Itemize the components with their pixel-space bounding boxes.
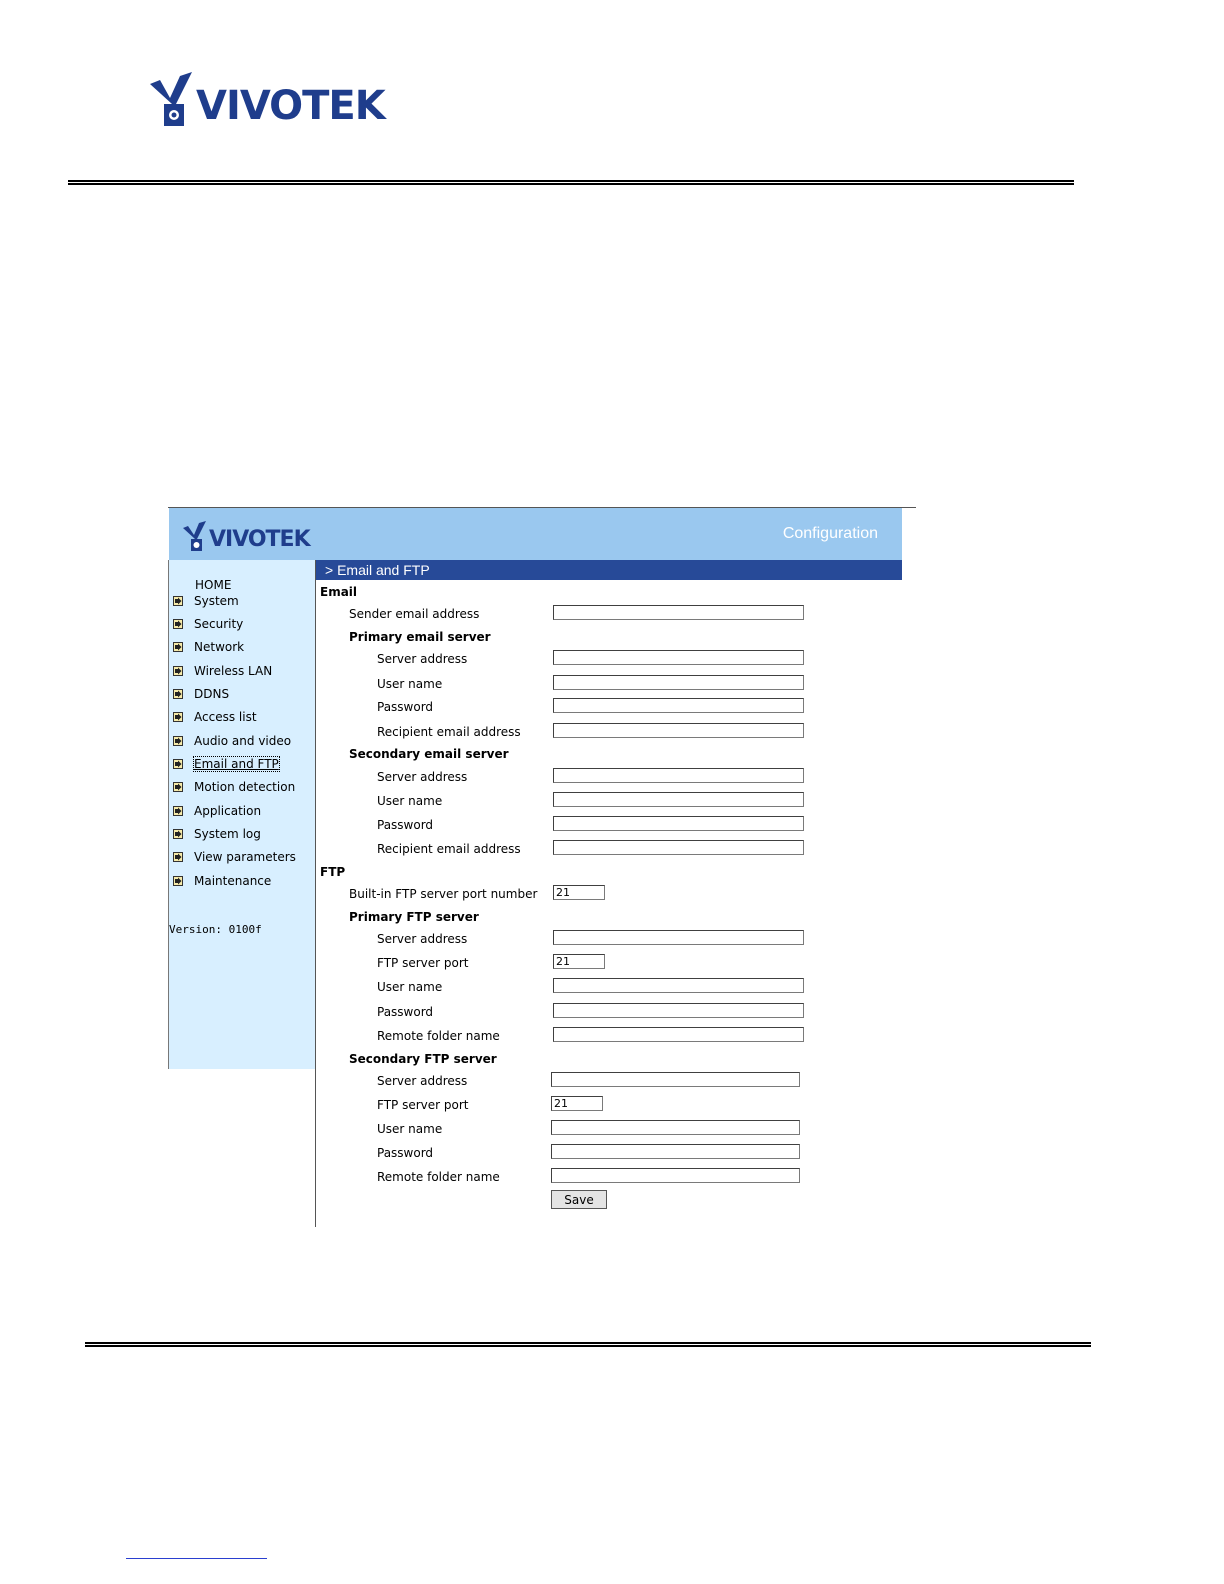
secondary-ftp-user-name-label: User name — [377, 1122, 443, 1136]
primary-email-user-name-label: User name — [377, 677, 443, 691]
page-title: > Email and FTP — [325, 562, 430, 578]
secondary-ftp-port-input[interactable] — [551, 1096, 603, 1111]
sidebar-item-system[interactable] — [173, 591, 239, 611]
app-header-title: Configuration — [782, 525, 878, 542]
sidebar-item-home[interactable]: HOME — [195, 578, 232, 592]
secondary-ftp-port-label: FTP server port — [377, 1098, 469, 1112]
sender-email-label: Sender email address — [349, 607, 480, 621]
sidebar-item-access-list[interactable] — [173, 707, 257, 727]
secondary-email-recipient-input[interactable] — [553, 840, 804, 855]
primary-ftp-server-address-label: Server address — [377, 932, 468, 946]
sidebar-item-label: System log — [194, 827, 261, 841]
sidebar-item-label: View parameters — [194, 850, 296, 864]
app-logo-text: VIVOTEK — [209, 527, 310, 552]
primary-email-server-address-label: Server address — [377, 652, 468, 666]
secondary-ftp-user-name-input[interactable] — [551, 1120, 800, 1135]
sidebar-item-label: Audio and video — [194, 734, 292, 748]
sidebar-item-email-and-ftp[interactable] — [173, 754, 279, 774]
secondary-email-server-address-label: Server address — [377, 770, 468, 784]
builtin-ftp-port-label: Built-in FTP server port number — [349, 887, 538, 901]
config-screenshot — [168, 507, 916, 1227]
builtin-ftp-port-input[interactable] — [553, 885, 605, 900]
secondary-email-password-label: Password — [377, 818, 434, 832]
primary-email-password-input[interactable] — [553, 698, 804, 713]
sidebar-item-maintenance[interactable] — [173, 871, 271, 891]
sidebar-item-label: System — [194, 594, 239, 608]
arrow-right-icon — [173, 689, 183, 699]
arrow-right-icon — [173, 666, 183, 676]
arrow-right-icon — [173, 782, 183, 792]
sidebar-item-application[interactable] — [173, 801, 261, 821]
sidebar-item-view-parameters[interactable] — [173, 847, 296, 867]
sidebar-item-system-log[interactable] — [173, 824, 261, 844]
sidebar-item-label: Application — [194, 804, 262, 818]
app-banner — [169, 508, 902, 560]
arrow-right-icon — [173, 852, 183, 862]
sidebar-item-security[interactable] — [173, 614, 243, 634]
footer-link-underline[interactable] — [126, 1558, 267, 1559]
sidebar-item-label: Wireless LAN — [194, 664, 273, 678]
sidebar-item-label: DDNS — [194, 687, 230, 701]
primary-email-recipient-label: Recipient email address — [377, 725, 521, 739]
sidebar-item-ddns[interactable] — [173, 684, 229, 704]
secondary-email-password-input[interactable] — [553, 816, 804, 831]
arrow-right-icon — [173, 642, 183, 652]
sidebar-item-label: Email and FTP — [194, 757, 279, 771]
arrow-right-icon — [173, 712, 183, 722]
sidebar-divider — [315, 560, 316, 1227]
sidebar-item-audio-and-video[interactable] — [173, 731, 291, 751]
secondary-email-heading: Secondary email server — [349, 747, 509, 761]
page-title-bar — [316, 560, 902, 580]
primary-ftp-password-label: Password — [377, 1005, 434, 1019]
primary-ftp-remote-folder-input[interactable] — [553, 1027, 804, 1042]
sidebar-item-motion-detection[interactable] — [173, 777, 295, 797]
sender-email-input[interactable] — [553, 605, 804, 620]
primary-ftp-user-name-label: User name — [377, 980, 443, 994]
sidebar-item-label: Motion detection — [194, 780, 296, 794]
secondary-email-recipient-label: Recipient email address — [377, 842, 521, 856]
firmware-version: Version: 0100f — [169, 923, 262, 936]
save-button[interactable]: Save — [551, 1190, 607, 1209]
header-divider — [68, 180, 1074, 185]
secondary-email-server-address-input[interactable] — [553, 768, 804, 783]
secondary-ftp-remote-folder-label: Remote folder name — [377, 1170, 500, 1184]
primary-ftp-user-name-input[interactable] — [553, 978, 804, 993]
primary-email-server-address-input[interactable] — [553, 650, 804, 665]
arrow-right-icon — [173, 876, 183, 886]
secondary-ftp-remote-folder-input[interactable] — [551, 1168, 800, 1183]
arrow-right-icon — [173, 759, 183, 769]
document-logo — [150, 70, 395, 132]
primary-ftp-remote-folder-label: Remote folder name — [377, 1029, 500, 1043]
camera-logo-icon — [150, 70, 198, 128]
primary-ftp-heading: Primary FTP server — [349, 910, 479, 924]
sidebar-item-network[interactable] — [173, 637, 244, 657]
secondary-ftp-server-address-input[interactable] — [551, 1072, 800, 1087]
primary-ftp-server-address-input[interactable] — [553, 930, 804, 945]
secondary-ftp-password-input[interactable] — [551, 1144, 800, 1159]
email-section-heading: Email — [320, 585, 358, 599]
arrow-right-icon — [173, 806, 183, 816]
footer-divider — [85, 1342, 1091, 1347]
secondary-email-user-name-label: User name — [377, 794, 443, 808]
sidebar-item-wireless-lan[interactable] — [173, 661, 272, 681]
secondary-ftp-password-label: Password — [377, 1146, 434, 1160]
primary-ftp-password-input[interactable] — [553, 1003, 804, 1018]
primary-email-user-name-input[interactable] — [553, 675, 804, 690]
sidebar-item-label: Network — [194, 640, 245, 654]
arrow-right-icon — [173, 596, 183, 606]
primary-email-heading: Primary email server — [349, 630, 491, 644]
secondary-ftp-server-address-label: Server address — [377, 1074, 468, 1088]
ftp-section-heading: FTP — [320, 865, 346, 879]
secondary-email-user-name-input[interactable] — [553, 792, 804, 807]
secondary-ftp-heading: Secondary FTP server — [349, 1052, 497, 1066]
sidebar-item-label: Access list — [194, 710, 257, 724]
primary-ftp-port-label: FTP server port — [377, 956, 469, 970]
arrow-right-icon — [173, 619, 183, 629]
arrow-right-icon — [173, 736, 183, 746]
primary-email-recipient-input[interactable] — [553, 723, 804, 738]
sidebar-item-label: Maintenance — [194, 874, 272, 888]
arrow-right-icon — [173, 829, 183, 839]
primary-email-password-label: Password — [377, 700, 434, 714]
camera-logo-icon — [183, 520, 209, 552]
primary-ftp-port-input[interactable] — [553, 954, 605, 969]
document-logo-text: VIVOTEK — [196, 83, 385, 129]
sidebar-item-label: Security — [194, 617, 244, 631]
